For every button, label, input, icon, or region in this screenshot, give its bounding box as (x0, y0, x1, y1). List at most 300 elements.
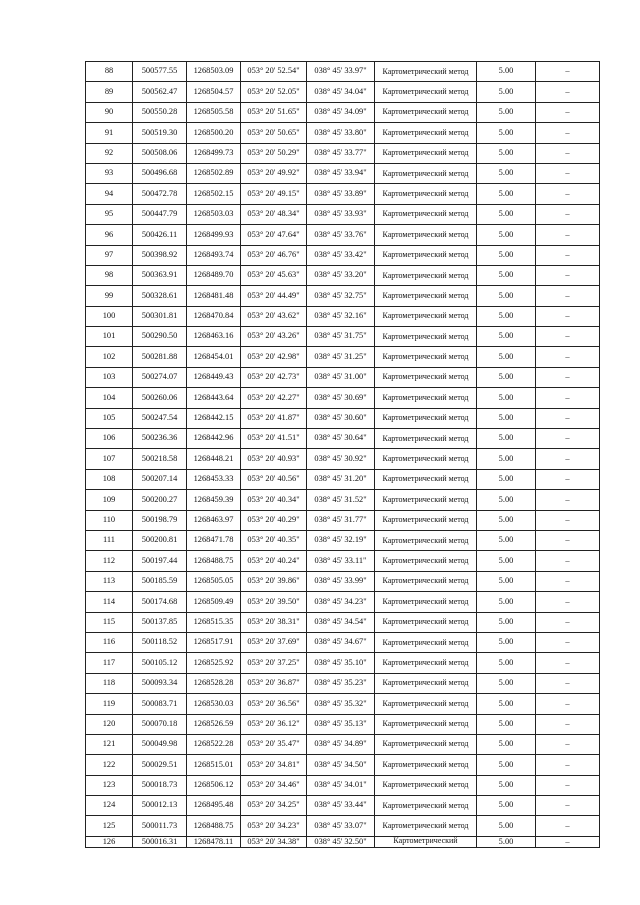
method-cell: Картометрический метод (375, 694, 477, 714)
y-coordinate-cell: 1268459.39 (187, 490, 241, 510)
accuracy-cell: 5.00 (477, 694, 536, 714)
accuracy-cell: 5.00 (477, 143, 536, 163)
longitude-cell: 038° 45' 30.64" (307, 429, 375, 449)
x-coordinate-cell: 500281.88 (133, 347, 187, 367)
y-coordinate-cell: 1268448.21 (187, 449, 241, 469)
longitude-cell: 038° 45' 34.23" (307, 592, 375, 612)
longitude-cell: 038° 45' 33.89" (307, 184, 375, 204)
x-coordinate-cell: 500274.07 (133, 367, 187, 387)
y-coordinate-cell: 1268481.48 (187, 286, 241, 306)
point-number-cell: 116 (86, 632, 133, 652)
latitude-cell: 053° 20' 34.23" (241, 816, 307, 836)
note-cell: – (536, 449, 600, 469)
longitude-cell: 038° 45' 33.94" (307, 163, 375, 183)
note-cell: – (536, 836, 600, 847)
method-cell: Картометрический метод (375, 408, 477, 428)
table-row (86, 775, 600, 795)
y-coordinate-cell: 1268442.96 (187, 429, 241, 449)
table-row (86, 388, 600, 408)
x-coordinate-cell: 500011.73 (133, 816, 187, 836)
table-row (86, 429, 600, 449)
note-cell: – (536, 510, 600, 530)
y-coordinate-cell: 1268489.70 (187, 265, 241, 285)
point-number-cell: 119 (86, 694, 133, 714)
table-row (86, 367, 600, 387)
latitude-cell: 053° 20' 42.98" (241, 347, 307, 367)
longitude-cell: 038° 45' 32.50" (307, 836, 375, 847)
point-number-cell: 105 (86, 408, 133, 428)
note-cell: – (536, 204, 600, 224)
x-coordinate-cell: 500016.31 (133, 836, 187, 847)
table-row (86, 551, 600, 571)
x-coordinate-cell: 500236.36 (133, 429, 187, 449)
x-coordinate-cell: 500105.12 (133, 653, 187, 673)
accuracy-cell: 5.00 (477, 632, 536, 652)
accuracy-cell: 5.00 (477, 429, 536, 449)
x-coordinate-cell: 500218.58 (133, 449, 187, 469)
longitude-cell: 038° 45' 33.97" (307, 62, 375, 82)
point-number-cell: 124 (86, 796, 133, 816)
longitude-cell: 038° 45' 33.93" (307, 204, 375, 224)
latitude-cell: 053° 20' 34.25" (241, 796, 307, 816)
y-coordinate-cell: 1268506.12 (187, 775, 241, 795)
longitude-cell: 038° 45' 31.77" (307, 510, 375, 530)
latitude-cell: 053° 20' 34.38" (241, 836, 307, 847)
longitude-cell: 038° 45' 33.44" (307, 796, 375, 816)
y-coordinate-cell: 1268525.92 (187, 653, 241, 673)
latitude-cell: 053° 20' 43.26" (241, 327, 307, 347)
latitude-cell: 053° 20' 41.87" (241, 408, 307, 428)
method-cell: Картометрический метод (375, 816, 477, 836)
note-cell: – (536, 816, 600, 836)
y-coordinate-cell: 1268530.03 (187, 694, 241, 714)
accuracy-cell: 5.00 (477, 530, 536, 550)
accuracy-cell: 5.00 (477, 163, 536, 183)
note-cell: – (536, 429, 600, 449)
x-coordinate-cell: 500049.98 (133, 734, 187, 754)
point-number-cell: 108 (86, 469, 133, 489)
method-cell: Картометрический метод (375, 62, 477, 82)
method-cell: Картометрический метод (375, 102, 477, 122)
note-cell: – (536, 775, 600, 795)
table-row (86, 469, 600, 489)
table-row (86, 490, 600, 510)
table-row (86, 82, 600, 102)
note-cell: – (536, 755, 600, 775)
latitude-cell: 053° 20' 50.65" (241, 123, 307, 143)
x-coordinate-cell: 500185.59 (133, 571, 187, 591)
accuracy-cell: 5.00 (477, 653, 536, 673)
table-row (86, 592, 600, 612)
latitude-cell: 053° 20' 48.34" (241, 204, 307, 224)
y-coordinate-cell: 1268509.49 (187, 592, 241, 612)
point-number-cell: 113 (86, 571, 133, 591)
note-cell: – (536, 734, 600, 754)
point-number-cell: 98 (86, 265, 133, 285)
point-number-cell: 88 (86, 62, 133, 82)
accuracy-cell: 5.00 (477, 510, 536, 530)
note-cell: – (536, 143, 600, 163)
longitude-cell: 038° 45' 34.54" (307, 612, 375, 632)
latitude-cell: 053° 20' 36.87" (241, 673, 307, 693)
longitude-cell: 038° 45' 33.11" (307, 551, 375, 571)
note-cell: – (536, 265, 600, 285)
latitude-cell: 053° 20' 52.05" (241, 82, 307, 102)
x-coordinate-cell: 500012.13 (133, 796, 187, 816)
accuracy-cell: 5.00 (477, 327, 536, 347)
y-coordinate-cell: 1268499.73 (187, 143, 241, 163)
table-row (86, 265, 600, 285)
note-cell: – (536, 592, 600, 612)
accuracy-cell: 5.00 (477, 286, 536, 306)
latitude-cell: 053° 20' 42.27" (241, 388, 307, 408)
method-cell: Картометрический метод (375, 653, 477, 673)
method-cell: Картометрический метод (375, 388, 477, 408)
point-number-cell: 126 (86, 836, 133, 847)
point-number-cell: 96 (86, 225, 133, 245)
longitude-cell: 038° 45' 31.00" (307, 367, 375, 387)
accuracy-cell: 5.00 (477, 225, 536, 245)
method-cell: Картометрический метод (375, 592, 477, 612)
x-coordinate-cell: 500029.51 (133, 755, 187, 775)
latitude-cell: 053° 20' 39.86" (241, 571, 307, 591)
y-coordinate-cell: 1268515.35 (187, 612, 241, 632)
method-cell: Картометрический метод (375, 775, 477, 795)
method-cell: Картометрический метод (375, 734, 477, 754)
x-coordinate-cell: 500328.61 (133, 286, 187, 306)
latitude-cell: 053° 20' 34.46" (241, 775, 307, 795)
latitude-cell: 053° 20' 38.31" (241, 612, 307, 632)
y-coordinate-cell: 1268505.58 (187, 102, 241, 122)
accuracy-cell: 5.00 (477, 184, 536, 204)
point-number-cell: 118 (86, 673, 133, 693)
x-coordinate-cell: 500174.68 (133, 592, 187, 612)
latitude-cell: 053° 20' 40.56" (241, 469, 307, 489)
y-coordinate-cell: 1268500.20 (187, 123, 241, 143)
accuracy-cell: 5.00 (477, 388, 536, 408)
point-number-cell: 93 (86, 163, 133, 183)
latitude-cell: 053° 20' 40.34" (241, 490, 307, 510)
accuracy-cell: 5.00 (477, 62, 536, 82)
point-number-cell: 110 (86, 510, 133, 530)
longitude-cell: 038° 45' 33.76" (307, 225, 375, 245)
y-coordinate-cell: 1268526.59 (187, 714, 241, 734)
longitude-cell: 038° 45' 31.25" (307, 347, 375, 367)
method-cell: Картометрический метод (375, 714, 477, 734)
accuracy-cell: 5.00 (477, 469, 536, 489)
accuracy-cell: 5.00 (477, 245, 536, 265)
point-number-cell: 95 (86, 204, 133, 224)
latitude-cell: 053° 20' 44.49" (241, 286, 307, 306)
table-row (86, 102, 600, 122)
table-row (86, 347, 600, 367)
method-cell: Картометрический (375, 836, 477, 847)
note-cell: – (536, 306, 600, 326)
longitude-cell: 038° 45' 34.09" (307, 102, 375, 122)
x-coordinate-cell: 500519.30 (133, 123, 187, 143)
x-coordinate-cell: 500496.68 (133, 163, 187, 183)
note-cell: – (536, 530, 600, 550)
longitude-cell: 038° 45' 34.50" (307, 755, 375, 775)
table-row (86, 143, 600, 163)
method-cell: Картометрический метод (375, 184, 477, 204)
note-cell: – (536, 571, 600, 591)
accuracy-cell: 5.00 (477, 449, 536, 469)
y-coordinate-cell: 1268522.28 (187, 734, 241, 754)
accuracy-cell: 5.00 (477, 816, 536, 836)
accuracy-cell: 5.00 (477, 796, 536, 816)
point-number-cell: 94 (86, 184, 133, 204)
point-number-cell: 120 (86, 714, 133, 734)
y-coordinate-cell: 1268463.97 (187, 510, 241, 530)
point-number-cell: 117 (86, 653, 133, 673)
note-cell: – (536, 62, 600, 82)
x-coordinate-cell: 500472.78 (133, 184, 187, 204)
method-cell: Картометрический метод (375, 551, 477, 571)
x-coordinate-cell: 500083.71 (133, 694, 187, 714)
point-number-cell: 90 (86, 102, 133, 122)
longitude-cell: 038° 45' 33.99" (307, 571, 375, 591)
latitude-cell: 053° 20' 51.65" (241, 102, 307, 122)
x-coordinate-cell: 500301.81 (133, 306, 187, 326)
y-coordinate-cell: 1268493.74 (187, 245, 241, 265)
accuracy-cell: 5.00 (477, 734, 536, 754)
x-coordinate-cell: 500247.54 (133, 408, 187, 428)
note-cell: – (536, 551, 600, 571)
note-cell: – (536, 490, 600, 510)
note-cell: – (536, 123, 600, 143)
accuracy-cell: 5.00 (477, 551, 536, 571)
y-coordinate-cell: 1268503.09 (187, 62, 241, 82)
point-number-cell: 104 (86, 388, 133, 408)
latitude-cell: 053° 20' 43.62" (241, 306, 307, 326)
point-number-cell: 122 (86, 755, 133, 775)
method-cell: Картометрический метод (375, 755, 477, 775)
table-row (86, 755, 600, 775)
latitude-cell: 053° 20' 40.35" (241, 530, 307, 550)
point-number-cell: 115 (86, 612, 133, 632)
accuracy-cell: 5.00 (477, 265, 536, 285)
y-coordinate-cell: 1268504.57 (187, 82, 241, 102)
longitude-cell: 038° 45' 33.20" (307, 265, 375, 285)
table-row (86, 632, 600, 652)
method-cell: Картометрический метод (375, 367, 477, 387)
method-cell: Картометрический метод (375, 225, 477, 245)
latitude-cell: 053° 20' 36.12" (241, 714, 307, 734)
x-coordinate-cell: 500198.79 (133, 510, 187, 530)
point-number-cell: 91 (86, 123, 133, 143)
latitude-cell: 053° 20' 34.81" (241, 755, 307, 775)
table-row (86, 734, 600, 754)
latitude-cell: 053° 20' 40.29" (241, 510, 307, 530)
point-number-cell: 125 (86, 816, 133, 836)
longitude-cell: 038° 45' 32.19" (307, 530, 375, 550)
method-cell: Картометрический метод (375, 530, 477, 550)
note-cell: – (536, 408, 600, 428)
accuracy-cell: 5.00 (477, 490, 536, 510)
accuracy-cell: 5.00 (477, 408, 536, 428)
method-cell: Картометрический метод (375, 82, 477, 102)
note-cell: – (536, 367, 600, 387)
x-coordinate-cell: 500577.55 (133, 62, 187, 82)
x-coordinate-cell: 500200.27 (133, 490, 187, 510)
table-row (86, 612, 600, 632)
table-row (86, 225, 600, 245)
longitude-cell: 038° 45' 32.16" (307, 306, 375, 326)
table-row (86, 796, 600, 816)
latitude-cell: 053° 20' 49.15" (241, 184, 307, 204)
table-row (86, 836, 600, 847)
latitude-cell: 053° 20' 36.56" (241, 694, 307, 714)
x-coordinate-cell: 500207.14 (133, 469, 187, 489)
x-coordinate-cell: 500562.47 (133, 82, 187, 102)
note-cell: – (536, 347, 600, 367)
longitude-cell: 038° 45' 34.04" (307, 82, 375, 102)
table-row (86, 184, 600, 204)
accuracy-cell: 5.00 (477, 123, 536, 143)
x-coordinate-cell: 500398.92 (133, 245, 187, 265)
table-row (86, 694, 600, 714)
note-cell: – (536, 469, 600, 489)
longitude-cell: 038° 45' 30.69" (307, 388, 375, 408)
method-cell: Картометрический метод (375, 469, 477, 489)
x-coordinate-cell: 500137.85 (133, 612, 187, 632)
point-number-cell: 106 (86, 429, 133, 449)
method-cell: Картометрический метод (375, 449, 477, 469)
accuracy-cell: 5.00 (477, 204, 536, 224)
table-row (86, 510, 600, 530)
accuracy-cell: 5.00 (477, 755, 536, 775)
accuracy-cell: 5.00 (477, 82, 536, 102)
accuracy-cell: 5.00 (477, 612, 536, 632)
method-cell: Картометрический метод (375, 265, 477, 285)
y-coordinate-cell: 1268528.28 (187, 673, 241, 693)
latitude-cell: 053° 20' 49.92" (241, 163, 307, 183)
point-number-cell: 99 (86, 286, 133, 306)
method-cell: Картометрический метод (375, 510, 477, 530)
longitude-cell: 038° 45' 31.52" (307, 490, 375, 510)
latitude-cell: 053° 20' 46.76" (241, 245, 307, 265)
table-row (86, 306, 600, 326)
x-coordinate-cell: 500118.52 (133, 632, 187, 652)
longitude-cell: 038° 45' 33.77" (307, 143, 375, 163)
x-coordinate-cell: 500290.50 (133, 327, 187, 347)
accuracy-cell: 5.00 (477, 306, 536, 326)
table-row (86, 163, 600, 183)
y-coordinate-cell: 1268502.89 (187, 163, 241, 183)
y-coordinate-cell: 1268503.03 (187, 204, 241, 224)
x-coordinate-cell: 500426.11 (133, 225, 187, 245)
x-coordinate-cell: 500447.79 (133, 204, 187, 224)
table-row (86, 204, 600, 224)
y-coordinate-cell: 1268488.75 (187, 816, 241, 836)
note-cell: – (536, 82, 600, 102)
accuracy-cell: 5.00 (477, 571, 536, 591)
x-coordinate-cell: 500093.34 (133, 673, 187, 693)
point-number-cell: 123 (86, 775, 133, 795)
y-coordinate-cell: 1268463.16 (187, 327, 241, 347)
y-coordinate-cell: 1268517.91 (187, 632, 241, 652)
method-cell: Картометрический метод (375, 673, 477, 693)
point-number-cell: 111 (86, 530, 133, 550)
table-row (86, 408, 600, 428)
note-cell: – (536, 612, 600, 632)
note-cell: – (536, 102, 600, 122)
note-cell: – (536, 245, 600, 265)
longitude-cell: 038° 45' 35.10" (307, 653, 375, 673)
method-cell: Картометрический метод (375, 490, 477, 510)
x-coordinate-cell: 500018.73 (133, 775, 187, 795)
point-number-cell: 114 (86, 592, 133, 612)
note-cell: – (536, 673, 600, 693)
point-number-cell: 112 (86, 551, 133, 571)
point-number-cell: 100 (86, 306, 133, 326)
latitude-cell: 053° 20' 37.25" (241, 653, 307, 673)
y-coordinate-cell: 1268499.93 (187, 225, 241, 245)
coordinates-table (85, 61, 600, 848)
point-number-cell: 103 (86, 367, 133, 387)
table-row (86, 449, 600, 469)
note-cell: – (536, 327, 600, 347)
x-coordinate-cell: 500550.28 (133, 102, 187, 122)
longitude-cell: 038° 45' 33.80" (307, 123, 375, 143)
latitude-cell: 053° 20' 39.50" (241, 592, 307, 612)
latitude-cell: 053° 20' 41.51" (241, 429, 307, 449)
y-coordinate-cell: 1268449.43 (187, 367, 241, 387)
y-coordinate-cell: 1268505.05 (187, 571, 241, 591)
x-coordinate-cell: 500363.91 (133, 265, 187, 285)
point-number-cell: 107 (86, 449, 133, 469)
accuracy-cell: 5.00 (477, 592, 536, 612)
method-cell: Картометрический метод (375, 429, 477, 449)
latitude-cell: 053° 20' 47.64" (241, 225, 307, 245)
y-coordinate-cell: 1268478.11 (187, 836, 241, 847)
latitude-cell: 053° 20' 50.29" (241, 143, 307, 163)
method-cell: Картометрический метод (375, 612, 477, 632)
table-row (86, 714, 600, 734)
y-coordinate-cell: 1268470.84 (187, 306, 241, 326)
y-coordinate-cell: 1268502.15 (187, 184, 241, 204)
method-cell: Картометрический метод (375, 143, 477, 163)
note-cell: – (536, 184, 600, 204)
note-cell: – (536, 632, 600, 652)
note-cell: – (536, 714, 600, 734)
method-cell: Картометрический метод (375, 204, 477, 224)
accuracy-cell: 5.00 (477, 836, 536, 847)
table-row (86, 123, 600, 143)
accuracy-cell: 5.00 (477, 102, 536, 122)
accuracy-cell: 5.00 (477, 367, 536, 387)
point-number-cell: 97 (86, 245, 133, 265)
x-coordinate-cell: 500508.06 (133, 143, 187, 163)
x-coordinate-cell: 500260.06 (133, 388, 187, 408)
y-coordinate-cell: 1268453.33 (187, 469, 241, 489)
accuracy-cell: 5.00 (477, 714, 536, 734)
note-cell: – (536, 225, 600, 245)
x-coordinate-cell: 500197.44 (133, 551, 187, 571)
latitude-cell: 053° 20' 35.47" (241, 734, 307, 754)
latitude-cell: 053° 20' 42.73" (241, 367, 307, 387)
longitude-cell: 038° 45' 33.07" (307, 816, 375, 836)
latitude-cell: 053° 20' 52.54" (241, 62, 307, 82)
y-coordinate-cell: 1268488.75 (187, 551, 241, 571)
note-cell: – (536, 388, 600, 408)
latitude-cell: 053° 20' 37.69" (241, 632, 307, 652)
note-cell: – (536, 796, 600, 816)
longitude-cell: 038° 45' 34.01" (307, 775, 375, 795)
point-number-cell: 89 (86, 82, 133, 102)
table-row (86, 673, 600, 693)
